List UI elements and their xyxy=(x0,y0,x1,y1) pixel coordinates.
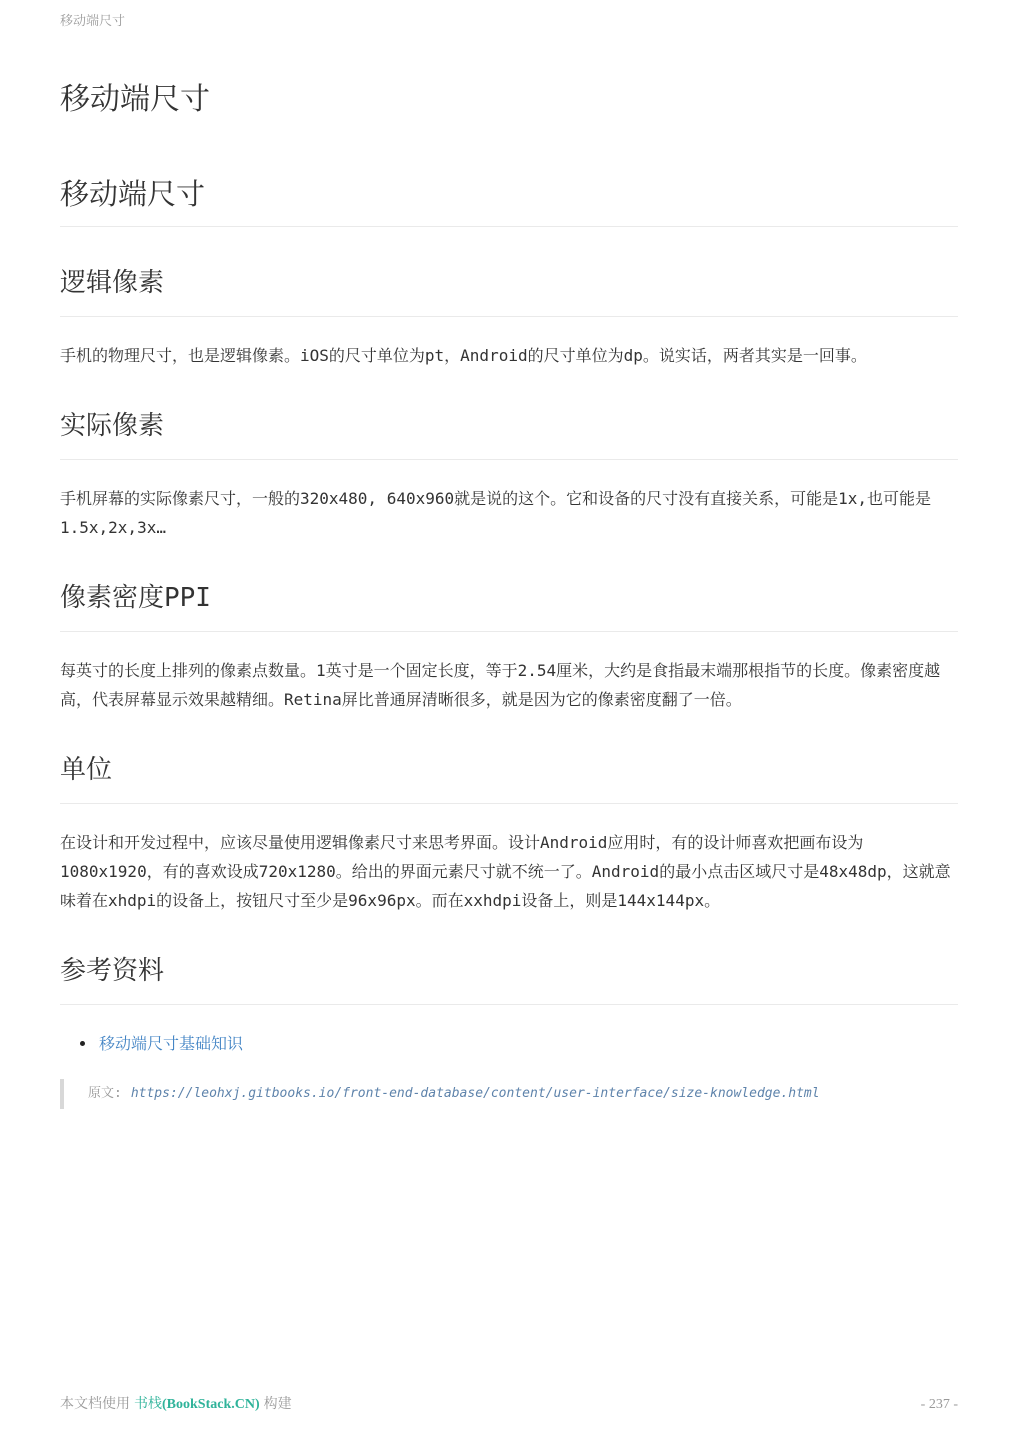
reference-link[interactable]: 移动端尺寸基础知识 xyxy=(99,1034,244,1053)
reference-list-item xyxy=(97,1029,958,1058)
section-heading-physical-pixels: 实际像素 xyxy=(60,411,165,441)
section-heading-references: 参考资料 xyxy=(60,956,165,986)
reference-list xyxy=(60,1029,958,1058)
divider xyxy=(60,459,958,460)
divider xyxy=(60,631,958,632)
bookstack-link-en: (BookStack.CN) xyxy=(162,1397,260,1412)
source-quote xyxy=(60,1079,958,1109)
page-number: - 237 - xyxy=(920,1397,958,1412)
paragraph-physical-pixels: 手机屏幕的实际像素尺寸，一般的320x480, 640x960就是说的这个。它和设备的尺寸没有直接关系，可能是1x,也可能是1.5x,2x,3x… xyxy=(60,489,932,537)
page-footer xyxy=(60,1394,958,1415)
divider xyxy=(60,316,958,317)
section-heading-logical-pixels: 逻辑像素 xyxy=(60,268,165,298)
running-header: 移动端尺寸 xyxy=(60,14,126,29)
divider xyxy=(60,226,958,227)
paragraph-units: 在设计和开发过程中，应该尽量使用逻辑像素尺寸来思考界面。设计Android应用时，有的设计师喜欢把画布设为1080x1920，有的喜欢设成720x1280。给出的界面元素尺寸就不统一了。Android的最小点击区域尺寸是48x48dp，这就意味着在xhdpi的设备上，按钮尺寸至少是96x96px。而在xxhdpi设备上，则是144x144px。 xyxy=(60,833,951,910)
divider xyxy=(60,1004,958,1005)
divider xyxy=(60,803,958,804)
bookstack-link[interactable] xyxy=(134,1396,260,1412)
page-title: 移动端尺寸 xyxy=(60,82,210,117)
section-heading-units: 单位 xyxy=(60,755,113,785)
paragraph-logical-pixels: 手机的物理尺寸，也是逻辑像素。iOS的尺寸单位为pt，Android的尺寸单位为dp。说实话，两者其实是一回事。 xyxy=(60,346,867,365)
paragraph-ppi: 每英寸的长度上排列的像素点数量。1英寸是一个固定长度，等于2.54厘米，大约是食指最末端那根指节的长度。像素密度越高，代表屏幕显示效果越精细。Retina屏比普通屏清晰很多，就是因为它的像素密度翻了一倍。 xyxy=(60,661,941,709)
quote-source-url[interactable]: https://leohxj.gitbooks.io/front-end-database/content/user-interface/size-knowledge.html xyxy=(130,1086,820,1101)
quote-label: 原文: xyxy=(88,1086,122,1101)
document-title: 移动端尺寸 xyxy=(60,177,206,211)
section-heading-ppi: 像素密度PPI xyxy=(60,583,211,613)
footer-prefix: 本文档使用 xyxy=(60,1396,130,1412)
footer-builder xyxy=(60,1394,292,1415)
footer-suffix: 构建 xyxy=(263,1396,292,1412)
bookstack-link-cn: 书栈 xyxy=(134,1396,162,1412)
